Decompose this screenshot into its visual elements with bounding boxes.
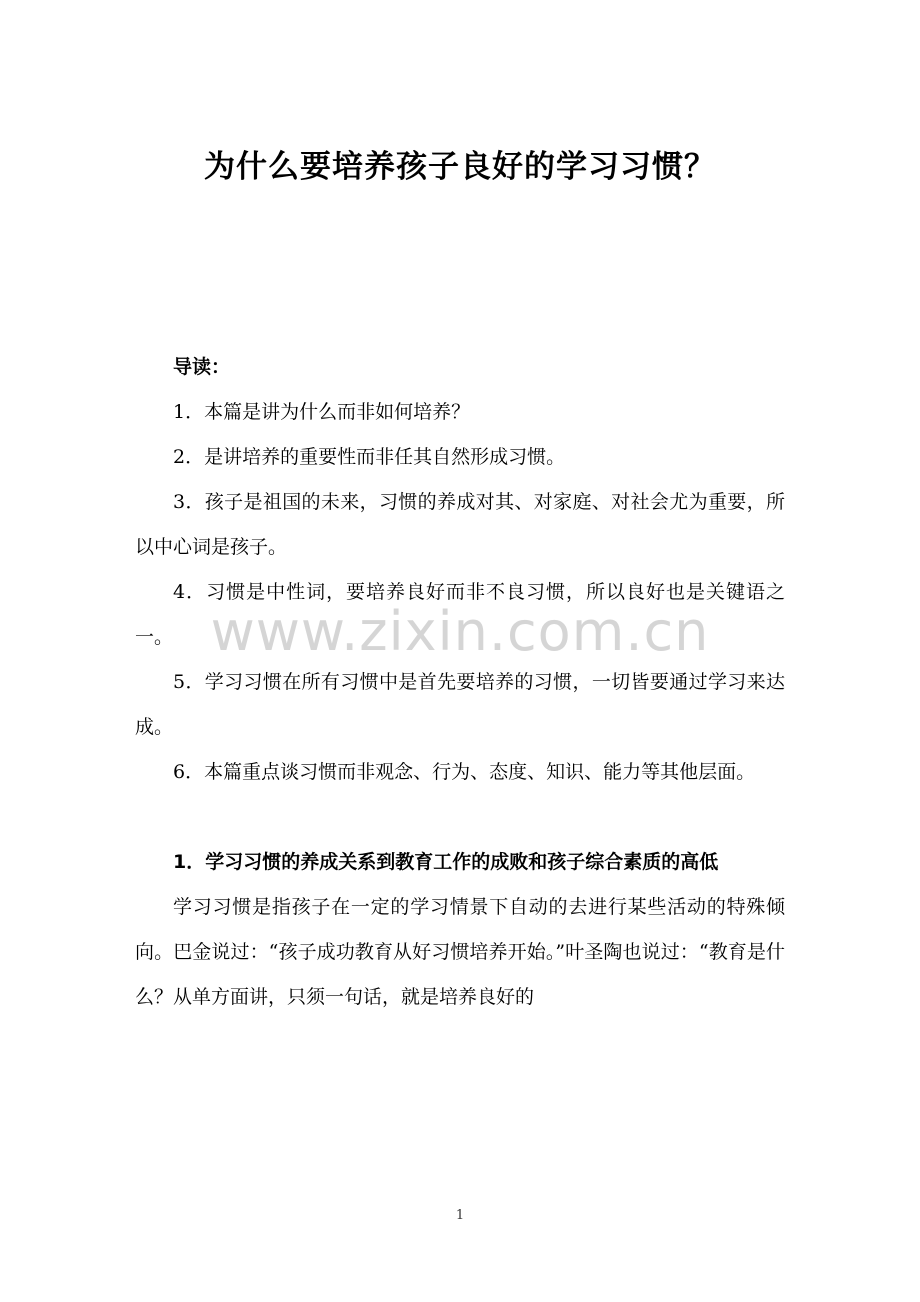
intro-item-5: 5．学习习惯在所有习惯中是首先要培养的习惯，一切皆要通过学习来达成。 — [135, 671, 785, 738]
intro-item-4: 4．习惯是中性词，要培养良好而非不良习惯，所以良好也是关键语之一。 — [135, 581, 785, 648]
document-title: 为什么要培养孩子良好的学习习惯？ — [204, 149, 716, 185]
watermark: www.zixin.com.cn — [210, 600, 710, 663]
section-1-heading: 1．学习习惯的养成关系到教育工作的成败和孩子综合素质的高低 — [173, 851, 719, 873]
page-number: 1 — [455, 1208, 465, 1223]
intro-item-6: 6．本篇重点谈习惯而非观念、行为、态度、知识、能力等其他层面。 — [173, 761, 756, 783]
intro-item-1: 1．本篇是讲为什么而非如何培养？ — [173, 401, 471, 423]
document-body — [135, 345, 785, 1020]
intro-heading: 导读： — [173, 356, 231, 378]
section-1-paragraph: 学习习惯是指孩子在一定的学习情景下自动的去进行某些活动的特殊倾向。巴金说过：“孩子成功教育从好习惯培养开始。”叶圣陶也说过：“教育是什么？从单方面讲，只须一句话，就是培养良好的 — [135, 896, 785, 1008]
intro-item-3: 3．孩子是祖国的未来，习惯的养成对其、对家庭、对社会尤为重要，所以中心词是孩子。 — [135, 491, 785, 558]
intro-item-2: 2．是讲培养的重要性而非任其自然形成习惯。 — [173, 446, 566, 468]
section-spacer — [135, 795, 785, 840]
